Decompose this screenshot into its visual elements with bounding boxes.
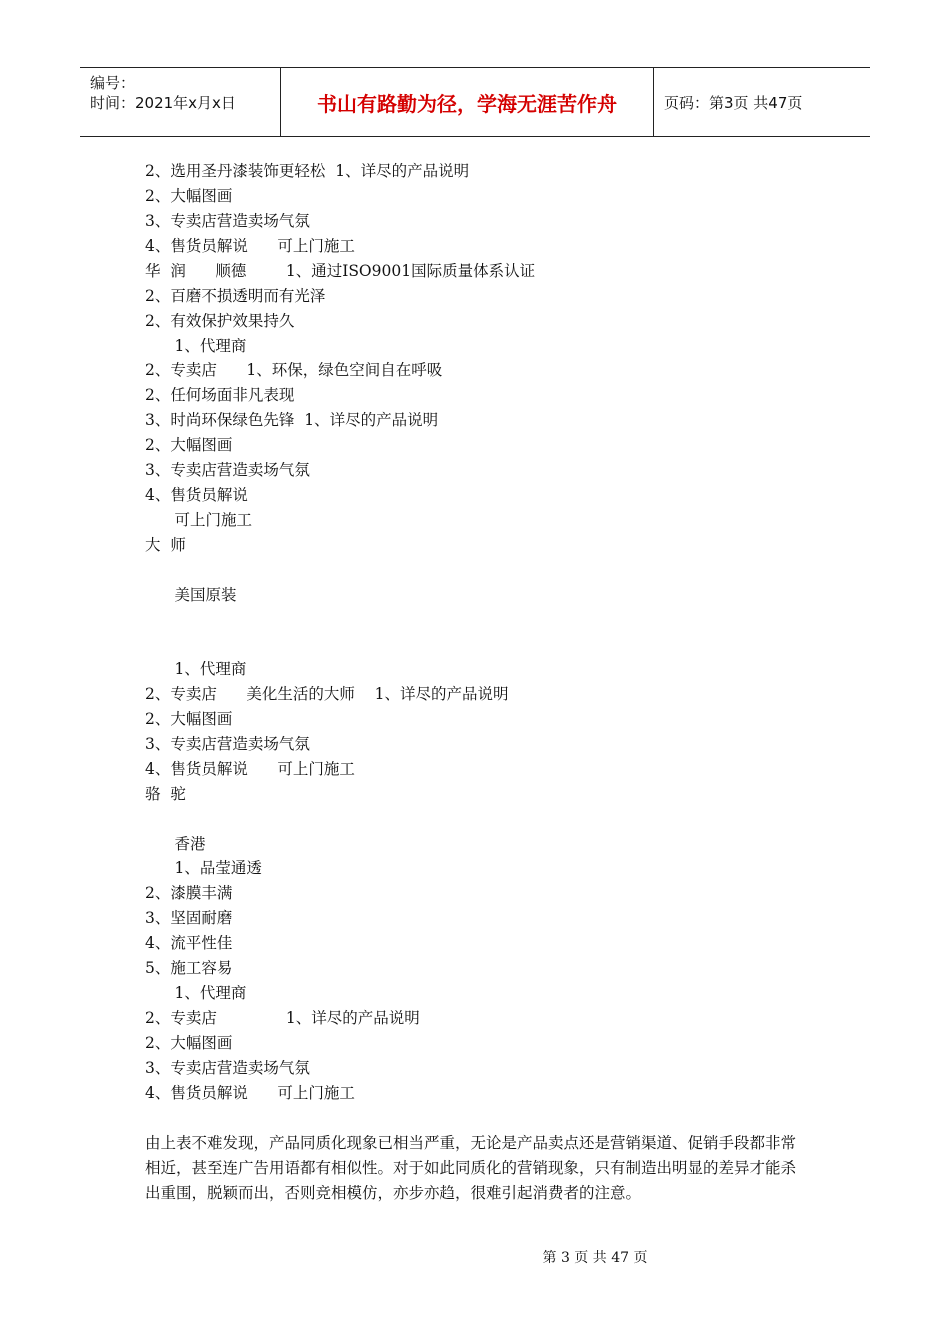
body-line: 3、时尚环保绿色先锋 1、详尽的产品说明 xyxy=(145,411,439,429)
body-line: 3、专卖店营造卖场气氛 xyxy=(145,461,310,479)
header-page-cell xyxy=(654,68,870,136)
body-line: 3、专卖店营造卖场气氛 xyxy=(145,212,310,230)
body-line: 4、售货员解说 可上门施工 xyxy=(145,1084,355,1102)
body-line: 5、施工容易 xyxy=(145,959,233,977)
body-line: 2、大幅图画 xyxy=(145,436,233,454)
header-motto-cell xyxy=(281,68,654,136)
body-line: 2、大幅图画 xyxy=(145,187,233,205)
document-number-label: 编号： xyxy=(90,74,136,92)
summary-paragraph: 由上表不难发现，产品同质化现象已相当严重，无论是产品卖点还是营销渠道、促销手段都非常相近，甚至连广告用语都有相似性。对于如此同质化的营销现象，只有制造出明显的差异才能杀出重围，脱颖而出，否则竞相模仿，亦步亦趋，很难引起消费者的注意。 xyxy=(145,1134,797,1202)
body-line: 3、专卖店营造卖场气氛 xyxy=(145,735,310,753)
body-line: 美国原装 xyxy=(145,586,237,604)
body-line: 华 润 顺德 1、通过ISO9001国际质量体系认证 xyxy=(145,262,536,280)
body-line: 1、代理商 xyxy=(145,337,247,355)
document-time-label: 时间：2021年x月x日 xyxy=(90,94,236,112)
body-line: 2、有效保护效果持久 xyxy=(145,312,295,330)
body-line: 大 师 xyxy=(145,536,186,554)
body-line: 2、任何场面非凡表现 xyxy=(145,386,295,404)
body-line: 3、坚固耐磨 xyxy=(145,909,233,927)
body-line: 4、售货员解说 可上门施工 xyxy=(145,760,355,778)
body-line: 香港 xyxy=(145,835,206,853)
body-line: 1、代理商 xyxy=(145,660,247,678)
body-line: 1、品莹通透 xyxy=(145,859,262,877)
body-line: 2、大幅图画 xyxy=(145,710,233,728)
page-footer: 第 3 页 共 47 页 xyxy=(542,1250,648,1266)
body-line: 3、专卖店营造卖场气氛 xyxy=(145,1059,310,1077)
body-line: 2、漆膜丰满 xyxy=(145,884,233,902)
body-line: 4、售货员解说 xyxy=(145,486,248,504)
header-page-info: 页码：第3页 共47页 xyxy=(664,93,803,112)
body-line: 2、选用圣丹漆装饰更轻松 1、详尽的产品说明 xyxy=(145,162,470,180)
body-line: 4、售货员解说 可上门施工 xyxy=(145,237,355,255)
body-line: 4、流平性佳 xyxy=(145,934,233,952)
body-line: 2、专卖店 1、环保，绿色空间自在呼吸 xyxy=(145,361,443,379)
body-line: 可上门施工 xyxy=(145,511,253,529)
body-line: 骆 驼 xyxy=(145,785,186,803)
body-line: 2、大幅图画 xyxy=(145,1034,233,1052)
body-line: 2、专卖店 美化生活的大师 1、详尽的产品说明 xyxy=(145,685,509,703)
page-header xyxy=(80,67,870,137)
body-line: 1、代理商 xyxy=(145,984,247,1002)
header-motto: 书山有路勤为径，学海无涯苦作舟 xyxy=(317,91,617,116)
body-line: 2、专卖店 1、详尽的产品说明 xyxy=(145,1009,420,1027)
header-left-cell xyxy=(80,68,281,136)
body-line: 2、百磨不损透明而有光泽 xyxy=(145,287,326,305)
